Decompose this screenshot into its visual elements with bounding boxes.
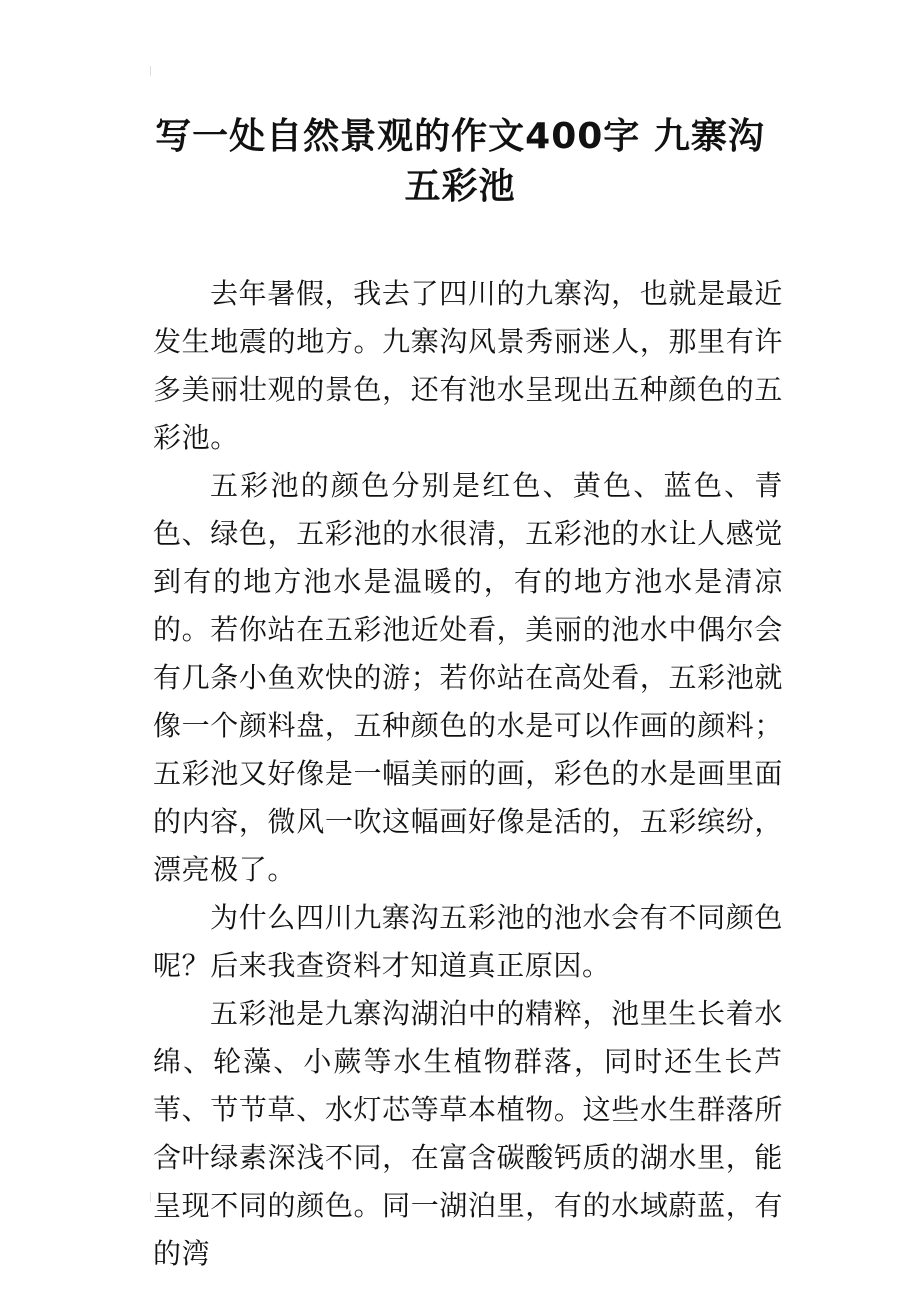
paragraph-3: 为什么四川九寨沟五彩池的池水会有不同颜色呢？后来我查资料才知道真正原因。 (153, 901, 783, 982)
essay-body (153, 270, 783, 1278)
document-title-line-2: 五彩池 (404, 166, 516, 207)
document-title-line-1: 写一处自然景观的作文400字 九寨沟 (155, 116, 765, 157)
page-corner-mark (150, 66, 157, 76)
paragraph-4: 五彩池是九寨沟湖泊中的精粹，池里生长着水绵、轮藻、小蕨等水生植物群落，同时还生长芦苇、节节草、水灯芯等草本植物。这些水生群落所含叶绿素深浅不同，在富含碳酸钙质的湖水里，能呈现不同的颜色。同一湖泊里，有的水域蔚蓝，有的湾 (153, 997, 783, 1270)
paragraph-2: 五彩池的颜色分别是红色、黄色、蓝色、青色、绿色，五彩池的水很清，五彩池的水让人感觉到有的地方池水是温暖的，有的地方池水是清凉的。若你站在五彩池近处看，美丽的池水中偶尔会有几条小鱼欢快的游；若你站在高处看，五彩池就像一个颜料盘，五种颜色的水是可以作画的颜料；五彩池又好像是一幅美丽的画，彩色的水是画里面的内容，微风一吹这幅画好像是活的，五彩缤纷，漂亮极了。 (153, 469, 783, 886)
paragraph-1: 去年暑假，我去了四川的九寨沟，也就是最近发生地震的地方。九寨沟风景秀丽迷人，那里有许多美丽壮观的景色，还有池水呈现出五种颜色的五彩池。 (153, 277, 783, 454)
page-corner-mark (150, 1192, 157, 1202)
